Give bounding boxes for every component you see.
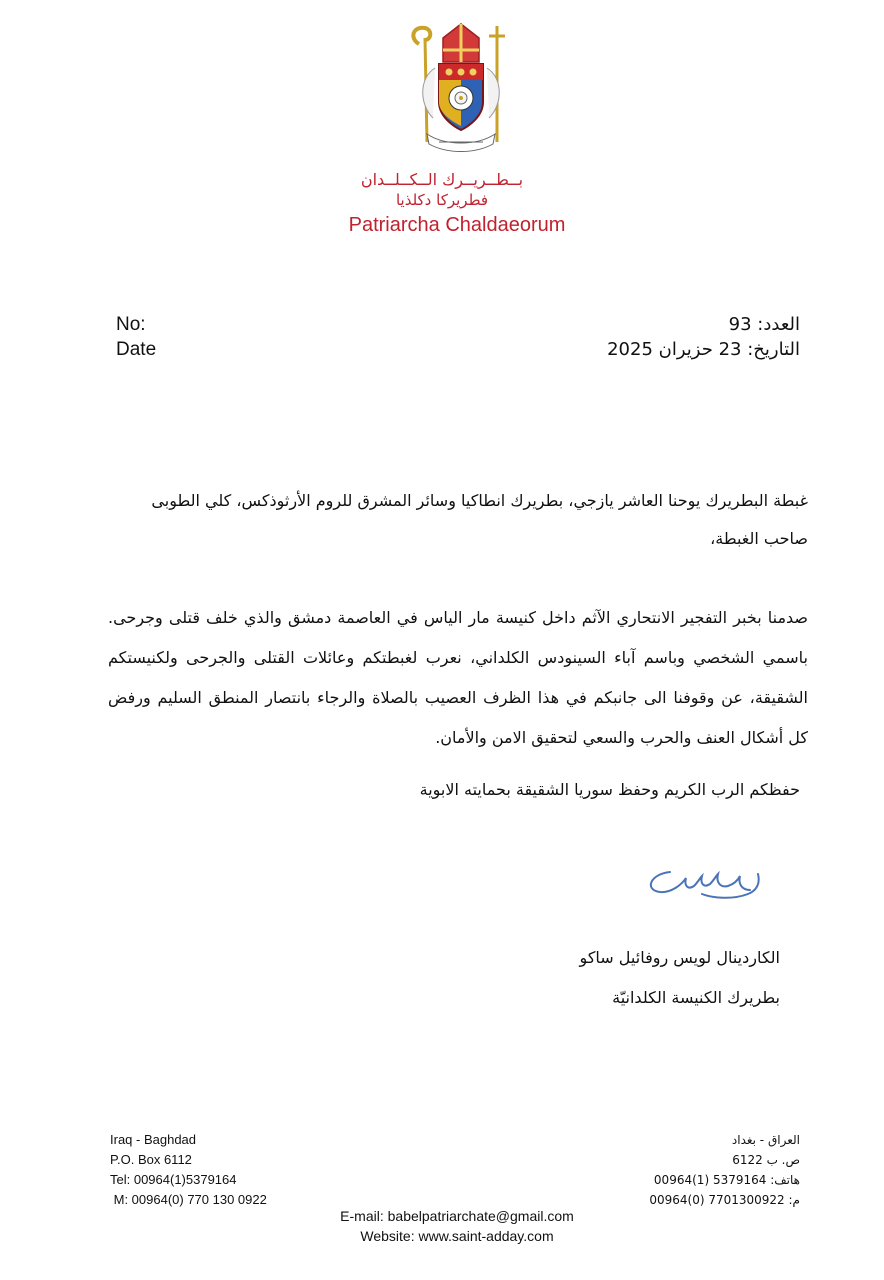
meta-labels [116, 312, 156, 362]
handwritten-signature [642, 860, 772, 906]
footer-left-line: P.O. Box 6112 [110, 1152, 192, 1167]
footer-left-line: M: 00964(0) 770 130 0922 [110, 1192, 267, 1207]
letter-date: التاريخ: 23 حزيران 2025 [607, 339, 800, 360]
meta-values [607, 312, 800, 362]
footer-right-line: ص. ب 6122 [732, 1153, 800, 1167]
signer [580, 938, 780, 1018]
footer-right-line: م: 7701300922 (0)00964 [649, 1193, 800, 1207]
signer-title: بطريرك الكنيسة الكلدانيّة [612, 988, 780, 1007]
footer-email: E-mail: babelpatriarchate@gmail.com [340, 1208, 574, 1224]
reference-number: العدد: 93 [728, 314, 800, 335]
addressee [108, 482, 808, 558]
addressee-line2: صاحب الغبطة، [710, 529, 808, 548]
letterhead-arabic-line2: فطريركا دكلذيا [395, 191, 489, 209]
signer-name: الكاردينال لويس روفائيل ساكو [579, 948, 780, 967]
letterhead-latin: Patriarcha Chaldaeorum [348, 214, 566, 236]
coat-of-arms-icon [405, 22, 517, 160]
footer-contact-arabic [649, 1130, 800, 1210]
blessing: حفظكم الرب الكريم وحفظ سوريا الشقيقة بحمايته الابوية [419, 780, 800, 799]
date-label: Date [116, 339, 157, 360]
footer-left-line: Iraq - Baghdad [110, 1132, 197, 1147]
addressee-line1: غبطة البطريرك يوحنا العاشر يازجي، بطريرك انطاكيا وسائر المشرق للروم الأرثوذكس، كلي الطوبى [151, 491, 808, 510]
letter-body: صدمنا بخبر التفجير الانتحاري الآثم داخل كنيسة مار الياس في العاصمة دمشق والذي خلف قتلى وجرحى. باسمي الشخصي وباسم آباء السينودس الكلداني، نعرب لغبطتكم وعائلات القتلى والجرحى ولكنيستكم الشقيقة، عن وقوفنا الى جانبكم في هذا الظرف العصيب بالصلاة والرجاء بانتصار المنطق السليم ورفض كل أشكال العنف والحرب والسعي لتحقيق الامن والأمان. [108, 608, 808, 747]
footer-right-line: هاتف: 5379164 (1)00964 [653, 1173, 800, 1187]
footer-website: Website: www.saint-adday.com [360, 1228, 554, 1244]
footer-contact-latin [110, 1130, 267, 1210]
footer-left-line: Tel: 00964(1)5379164 [110, 1172, 237, 1187]
footer-online [0, 1206, 884, 1246]
letterhead-arabic-line1: بــطــريــرك الــكــلــدان [360, 170, 524, 189]
footer-right-line: العراق - بغداد [731, 1133, 800, 1147]
no-label: No: [116, 314, 146, 335]
